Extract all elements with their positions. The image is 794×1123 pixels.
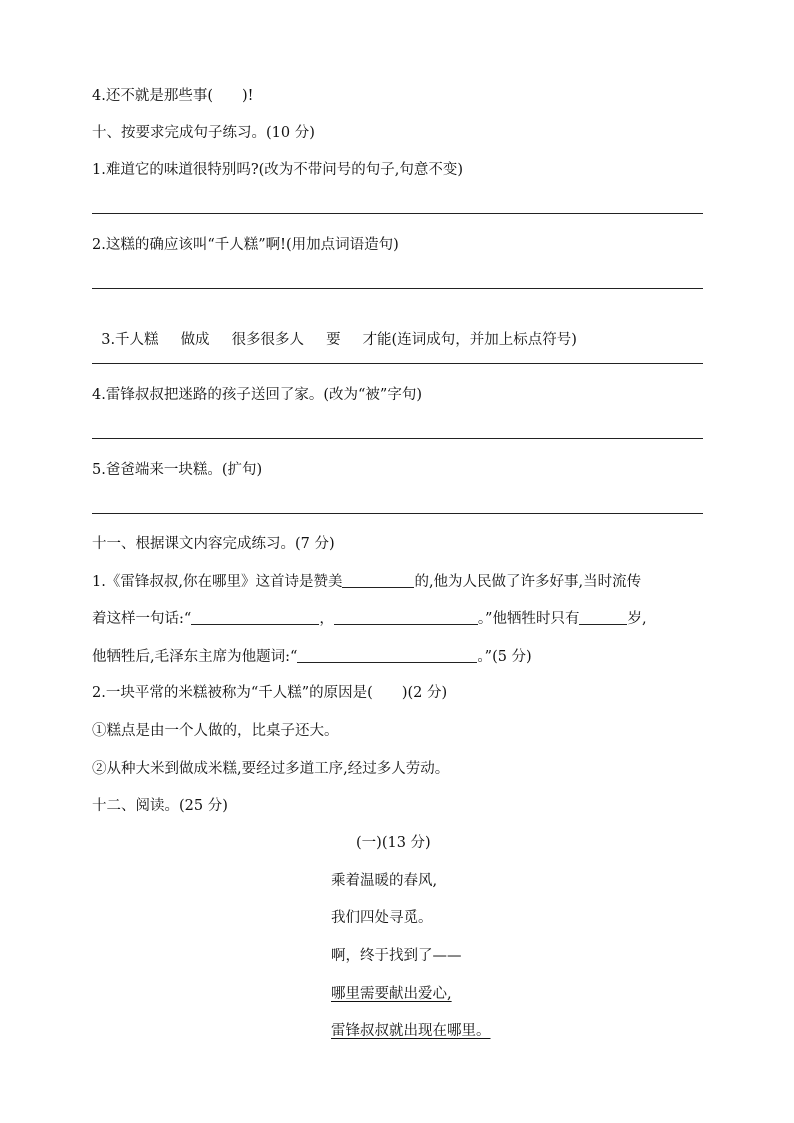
s11-q1-part5: 。”他牺牲时只有 [477, 611, 580, 627]
s11-q1-part4: ， [319, 611, 334, 627]
s11-q1-part1: 1.《雷锋叔叔,你在哪里》这首诗是赞美 [92, 574, 343, 590]
s10-answer-line-3[interactable] [92, 363, 703, 364]
poem-line-1: 乘着温暖的春风, [331, 873, 438, 889]
s11-q1-part7: 他牺牲后,毛泽东主席为他题词:“ [92, 649, 298, 665]
s11-blank-age[interactable] [579, 608, 627, 625]
poem-line-3: 啊，终于找到了—— [331, 948, 462, 964]
s11-q1-line-1 [92, 571, 641, 592]
s11-q1-line-2 [92, 608, 647, 629]
s10-item-5: 5.爸爸端来一块糕。(扩句) [92, 462, 263, 478]
s11-blank-praise[interactable] [342, 571, 414, 588]
s11-option-2: ②从种大米到做成米糕,要经过多道工序,经过多人劳动。 [92, 761, 450, 777]
s11-q1-part6: 岁, [627, 611, 647, 627]
s10-answer-line-1[interactable] [92, 213, 703, 214]
s11-option-1: ①糕点是由一个人做的，比桌子还大。 [92, 723, 339, 739]
s10-item-3-prefix: 3.千人糕 [101, 332, 159, 348]
section-12-title: 十二、阅读。(25 分) [92, 798, 228, 814]
s10-item-3-last: 才能(连词成句，并加上标点符号) [362, 332, 577, 348]
s10-item-1: 1.难道它的味道很特别吗?(改为不带问号的句子,句意不变) [92, 162, 464, 178]
s10-item-3-word-1: 做成 [180, 332, 210, 348]
section-11-title: 十一、根据课文内容完成练习。(7 分) [92, 536, 335, 552]
s10-answer-line-5[interactable] [92, 513, 703, 514]
s12-subtitle: (一)(13 分) [356, 835, 431, 851]
s11-blank-saying-2[interactable] [334, 608, 478, 625]
s10-item-4: 4.雷锋叔叔把迷路的孩子送回了家。(改为“被”字句) [92, 387, 422, 403]
poem-line-4: 哪里需要献出爱心, [331, 986, 452, 1002]
s11-q1-part3: 着这样一句话:“ [92, 611, 192, 627]
s10-item-3 [92, 310, 577, 350]
s10-item-3-word-2: 很多很多人 [231, 332, 305, 348]
s11-q1-part8: 。”(5 分) [477, 649, 532, 665]
s11-blank-inscription[interactable] [297, 646, 477, 663]
s10-item-2: 2.这糕的确应该叫“千人糕”啊!(用加点词语造句) [92, 237, 399, 253]
s11-blank-saying-1[interactable] [191, 608, 319, 625]
s11-q2: 2.一块平常的米糕被称为“千人糕”的原因是( )(2 分) [92, 685, 448, 701]
s10-item-3-word-3: 要 [326, 332, 341, 348]
s11-q1-part2: 的,他为人民做了许多好事,当时流传 [414, 574, 642, 590]
poem-line-5: 雷锋叔叔就出现在哪里。 [331, 1023, 491, 1039]
s11-q1-line-3 [92, 646, 532, 667]
s10-answer-line-4[interactable] [92, 438, 703, 439]
s10-answer-line-2[interactable] [92, 288, 703, 289]
poem-line-2: 我们四处寻觅。 [331, 910, 433, 926]
q9-item-4: 4.还不就是那些事( )! [92, 88, 254, 104]
section-10-title: 十、按要求完成句子练习。(10 分) [92, 125, 315, 141]
